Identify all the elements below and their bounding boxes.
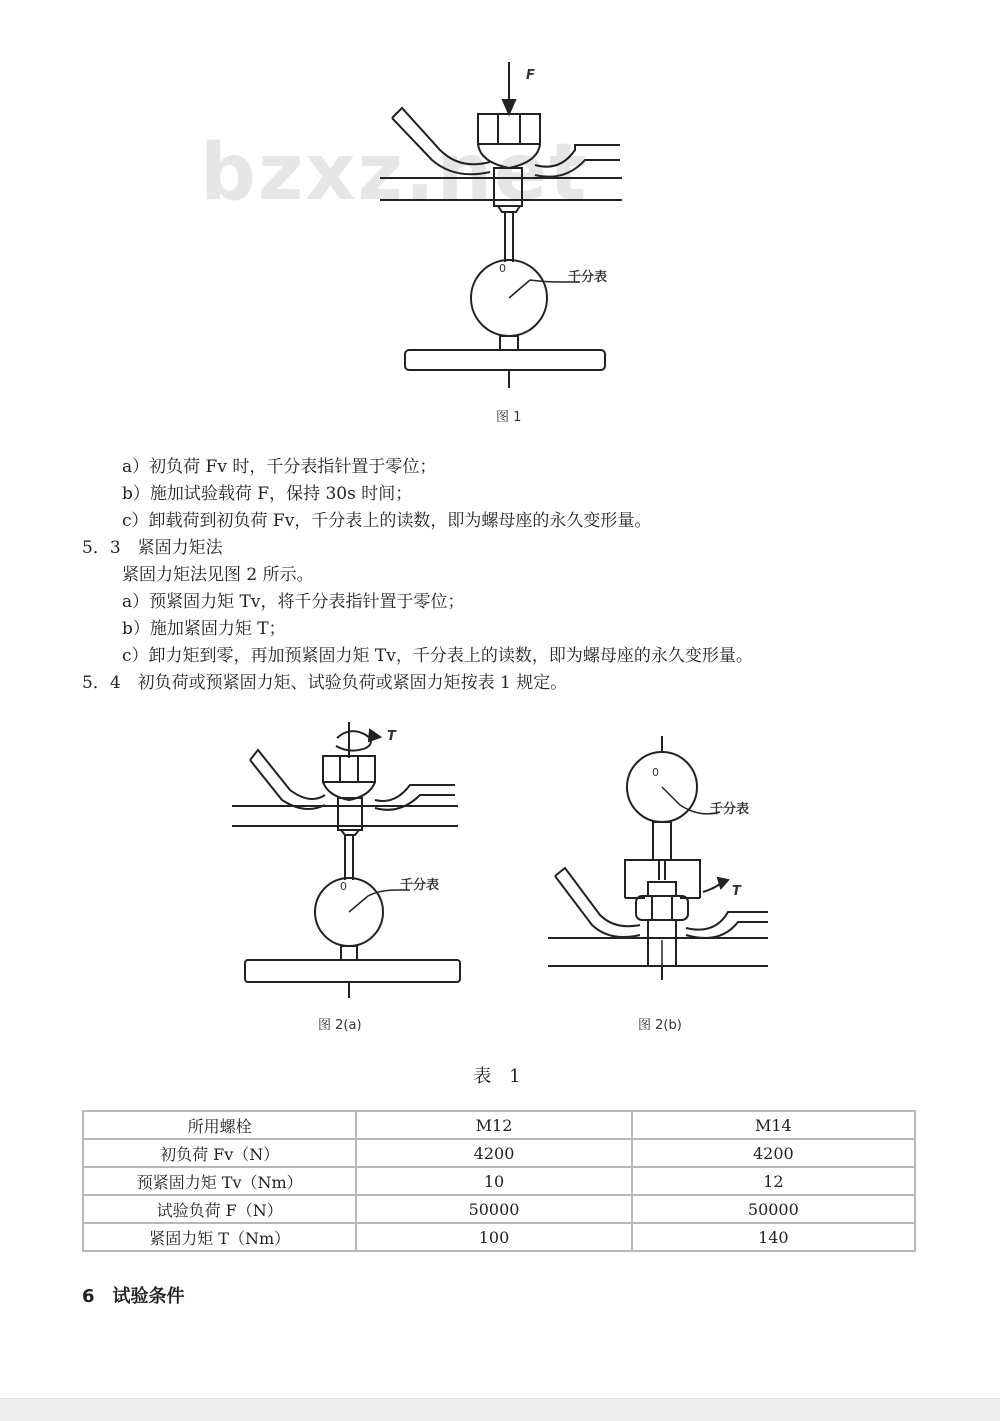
figure-1-dial-label: 千分表	[568, 270, 608, 285]
table-cell: 12	[632, 1167, 915, 1195]
table-cell: 4200	[356, 1139, 631, 1167]
table-cell: 50000	[632, 1195, 915, 1223]
table-header-cell: M12	[356, 1111, 631, 1139]
table-cell: 紧固力矩 T（Nm）	[83, 1223, 356, 1251]
table-header-cell: M14	[632, 1111, 915, 1139]
table-row	[83, 1223, 915, 1251]
step-51-c: c）卸载荷到初负荷 Fv，千分表上的读数，即为螺母座的永久变形量。	[122, 511, 652, 531]
table-cell: 50000	[356, 1195, 631, 1223]
step-51-a: a）初负荷 Fv 时，千分表指针置于零位；	[122, 457, 437, 477]
table-cell: 4200	[632, 1139, 915, 1167]
table-1-caption: 表 1	[473, 1066, 527, 1087]
step-53-c: c）卸力矩到零，再加预紧固力矩 Tv，千分表上的读数，即为螺母座的永久变形量。	[122, 646, 753, 666]
bottom-bar	[0, 1398, 1000, 1421]
step-53-a: a）预紧固力矩 Tv，将千分表指针置于零位；	[122, 592, 465, 612]
figure-2a-torque-label: T	[387, 729, 396, 744]
table-header-row	[83, 1111, 915, 1139]
figure-1-force-label: F	[526, 68, 535, 83]
watermark: bzxz.net	[200, 128, 589, 218]
table-cell: 预紧固力矩 Tv（Nm）	[83, 1167, 356, 1195]
figure-2b-dial-label: 千分表	[710, 802, 750, 817]
table-cell: 试验负荷 F（N）	[83, 1195, 356, 1223]
figure-2a-dial-zero: 0	[340, 880, 347, 893]
section-6-heading: 6 试验条件	[82, 1286, 185, 1307]
table-row	[83, 1167, 915, 1195]
figure-2a-dial-label: 千分表	[400, 878, 440, 893]
section-54: 5．4 初负荷或预紧固力矩、试验负荷或紧固力矩按表 1 规定。	[82, 673, 568, 693]
step-53-b: b）施加紧固力矩 T；	[122, 619, 286, 639]
table-header-cell: 所用螺栓	[83, 1111, 356, 1139]
table-cell: 10	[356, 1167, 631, 1195]
figure-1-dial-zero: 0	[499, 262, 506, 275]
figure-2a-diagram	[225, 718, 475, 1008]
figure-2b-diagram	[545, 730, 775, 1010]
figure-2b-torque-label: T	[732, 884, 741, 899]
section-53-heading: 5．3 紧固力矩法	[82, 538, 223, 558]
figure-2b-caption: 图 2(b)	[638, 1018, 682, 1033]
table-row	[83, 1139, 915, 1167]
figure-1-diagram	[380, 55, 640, 395]
figure-1-caption: 图 1	[496, 410, 522, 425]
table-row	[83, 1195, 915, 1223]
step-51-b: b）施加试验载荷 F，保持 30s 时间；	[122, 484, 413, 504]
section-53-intro: 紧固力矩法见图 2 所示。	[122, 565, 314, 585]
table-1	[82, 1110, 916, 1252]
figure-2b-dial-zero: 0	[652, 766, 659, 779]
figure-2a-caption: 图 2(a)	[318, 1018, 362, 1033]
table-cell: 100	[356, 1223, 631, 1251]
table-cell: 初负荷 Fv（N）	[83, 1139, 356, 1167]
table-cell: 140	[632, 1223, 915, 1251]
